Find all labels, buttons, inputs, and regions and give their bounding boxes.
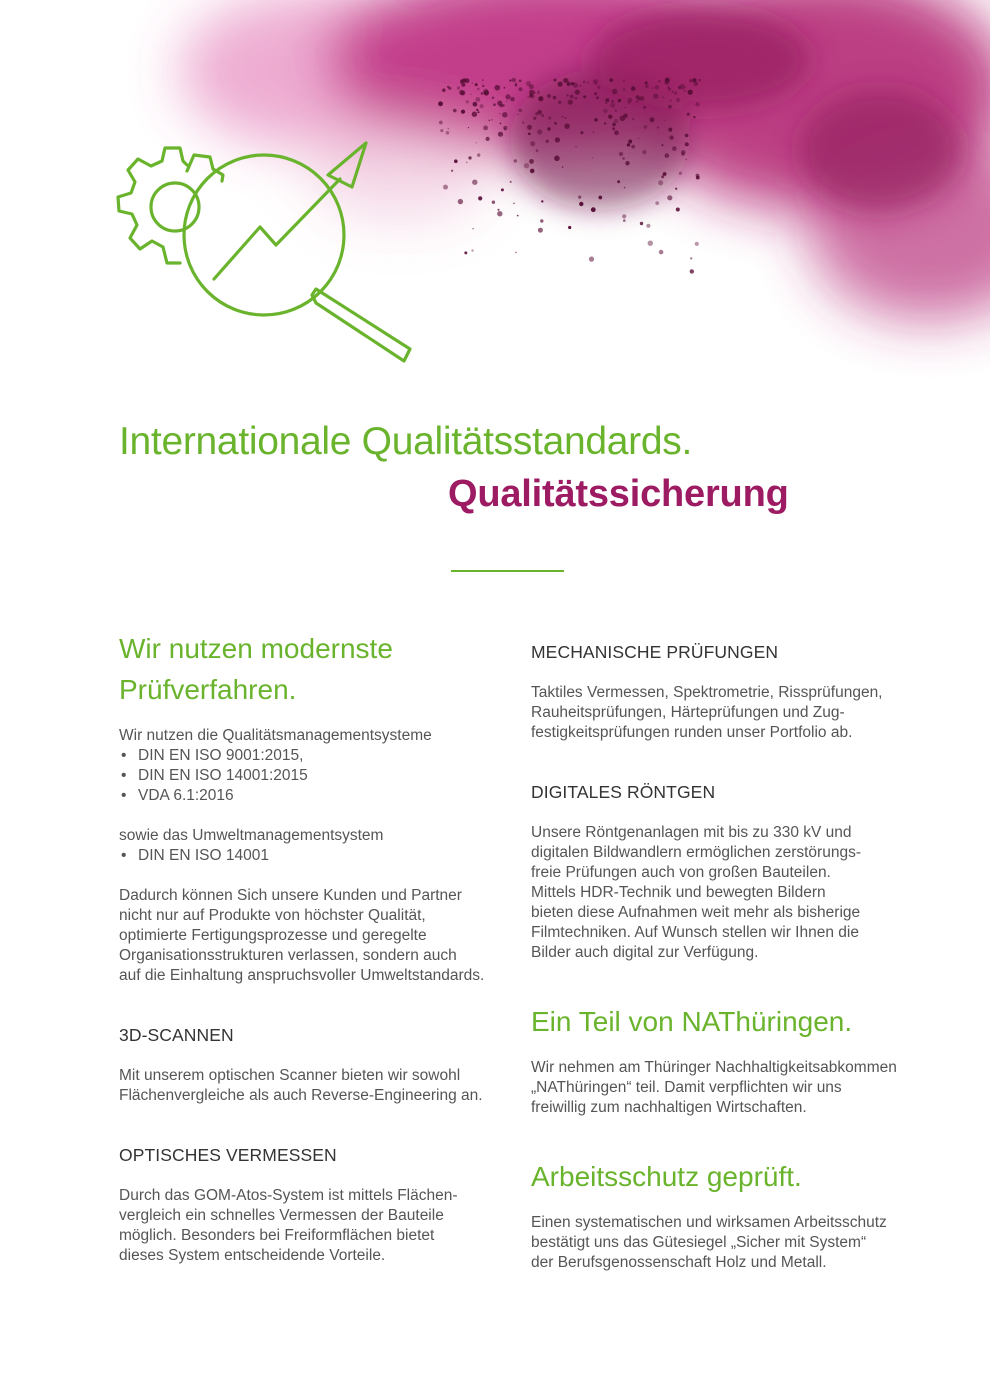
powder-speckle (658, 80, 661, 83)
powder-speckle (689, 79, 693, 83)
powder-speckle (619, 152, 623, 156)
powder-speckle (519, 87, 523, 91)
powder-speckle (575, 90, 580, 95)
powder-speckle (565, 117, 567, 119)
powder-speckle (448, 128, 449, 129)
optical-text (119, 1186, 489, 1266)
powder-speckle (662, 144, 664, 146)
powder-speckle (491, 119, 492, 120)
powder-speckle (553, 96, 557, 100)
text-line: auf die Einhaltung anspruchsvoller Umweltstandards. (119, 967, 485, 984)
powder-speckle (472, 112, 477, 117)
powder-speckle (514, 159, 517, 162)
powder-speckle (529, 159, 534, 164)
xray-text (531, 823, 911, 963)
powder-speckle (563, 78, 568, 83)
powder-speckle (486, 137, 490, 141)
powder-speckle (687, 113, 690, 116)
text-line: Bilder auch digital zur Verfügung. (531, 944, 759, 961)
powder-speckle (530, 169, 535, 174)
powder-speckle (699, 79, 701, 81)
powder-speckle (674, 92, 677, 95)
powder-speckle (502, 112, 508, 118)
powder-speckle (465, 78, 470, 83)
powder-speckle (672, 91, 674, 93)
powder-speckle (548, 116, 551, 119)
powder-speckle (658, 180, 663, 185)
powder-speckle (471, 249, 473, 251)
powder-speckle (477, 88, 480, 91)
text-line: Unsere Röntgenanlagen mit bis zu 330 kV und (531, 824, 852, 841)
powder-speckle (594, 92, 597, 95)
powder-speckle (593, 131, 595, 133)
powder-speckle (460, 79, 464, 83)
env-intro: sowie das Umweltmanagementsystem (119, 827, 384, 844)
text-line: Flächenvergleiche als auch Reverse-Engineering an. (119, 1087, 483, 1104)
powder-speckle (587, 82, 589, 84)
powder-speckle (580, 85, 582, 87)
powder-speckle (625, 107, 626, 108)
powder-speckle (529, 94, 532, 97)
powder-speckle (510, 97, 514, 101)
powder-speckle (510, 181, 512, 183)
powder-speckle (631, 86, 636, 91)
powder-speckle (632, 118, 634, 120)
page-headline: Internationale Qualitätsstandards. (119, 420, 692, 463)
powder-speckle (589, 257, 594, 262)
powder-speckle (454, 159, 458, 163)
powder-speckle (503, 126, 507, 130)
powder-speckle (440, 129, 443, 132)
powder-speckle (466, 162, 467, 163)
powder-speckle (554, 122, 557, 125)
scan-text (119, 1066, 489, 1106)
powder-speckle (478, 111, 480, 113)
gear-magnifier-growth-arrow-icon (110, 135, 420, 375)
powder-speckle (655, 85, 660, 90)
powder-speckle (495, 85, 501, 91)
powder-speckle (541, 200, 543, 202)
powder-speckle (522, 121, 524, 123)
powder-speckle (690, 257, 692, 259)
powder-speckle (473, 102, 478, 107)
powder-speckle (476, 109, 478, 111)
powder-speckle (493, 103, 496, 106)
powder-speckle (528, 133, 531, 136)
powder-speckle (670, 99, 672, 101)
powder-speckle (502, 104, 505, 107)
scan-title: 3D-SCANNEN (119, 1025, 234, 1045)
text-line: vergleich ein schnelles Vermessen der Bauteile (119, 1207, 444, 1224)
powder-speckle (482, 85, 484, 87)
powder-speckle (669, 135, 673, 139)
powder-speckle (614, 130, 619, 135)
powder-speckle (513, 203, 515, 205)
powder-speckle (458, 199, 463, 204)
powder-speckle (684, 90, 686, 92)
powder-speckle (679, 172, 682, 175)
powder-speckle (618, 99, 621, 102)
powder-speckle (570, 95, 574, 99)
powder-speckle (515, 84, 518, 87)
powder-speckle (475, 83, 478, 86)
text-line: Taktiles Vermessen, Spektrometrie, Rissprüfungen, (531, 684, 883, 701)
powder-speckle (610, 103, 615, 108)
powder-speckle (605, 102, 607, 104)
powder-speckle (517, 215, 519, 217)
powder-speckle (605, 98, 609, 102)
page-subhead: Qualitätssicherung (448, 473, 789, 515)
powder-speckle (628, 140, 632, 144)
text-line: optimierte Fertigungsprozesse und geregelte (119, 927, 427, 944)
powder-speckle (694, 81, 699, 86)
powder-speckle (484, 90, 489, 95)
mech-title: MECHANISCHE PRÜFUNGEN (531, 642, 779, 662)
powder-speckle (442, 89, 445, 92)
powder-speckle (459, 90, 464, 95)
powder-speckle (564, 124, 569, 129)
powder-speckle (623, 80, 625, 82)
powder-speckle (617, 180, 620, 183)
text-line: digitalen Bildwandlern ermöglichen zerstörungs- (531, 844, 861, 861)
powder-speckle (568, 100, 573, 105)
nat-text (531, 1058, 911, 1118)
powder-speckle (636, 100, 638, 102)
powder-speckle (554, 79, 557, 82)
powder-speckle (612, 100, 614, 102)
powder-speckle (535, 112, 538, 115)
powder-speckle (506, 101, 507, 102)
powder-speckle (546, 140, 549, 143)
powder-speckle (575, 146, 577, 148)
powder-speckle (668, 88, 671, 91)
powder-speckle (478, 196, 482, 200)
powder-speckle (537, 129, 542, 134)
left-column (119, 628, 489, 1266)
text-line: Mit unserem optischen Scanner bieten wir sowohl (119, 1067, 461, 1084)
powder-speckle (625, 161, 629, 165)
powder-speckle (675, 188, 677, 190)
powder-speckle (612, 127, 615, 130)
powder-speckle (566, 94, 568, 96)
powder-speckle (481, 92, 484, 95)
text-line: nicht nur auf Produkte von höchster Qualität, (119, 907, 426, 924)
powder-speckle (538, 228, 543, 233)
powder-speckle (580, 131, 583, 134)
powder-speckle (555, 137, 560, 142)
text-line: freiwillig zum nachhaltigen Wirtschaften. (531, 1099, 807, 1116)
powder-speckle (623, 88, 625, 90)
powder-speckle (526, 81, 531, 86)
powder-speckle (681, 150, 686, 155)
powder-speckle (538, 96, 543, 101)
powder-speckle (685, 159, 687, 161)
powder-speckle (604, 122, 606, 124)
powder-speckle (615, 110, 617, 112)
powder-speckle (439, 121, 443, 125)
powder-speckle (676, 98, 680, 102)
powder-speckle (468, 127, 469, 128)
powder-speckle (612, 123, 616, 127)
powder-speckle (690, 269, 694, 273)
powder-speckle (438, 101, 443, 106)
powder-speckle (470, 94, 471, 95)
powder-speckle (676, 208, 680, 212)
text-line: Mittels HDR-Technik und bewegten Bildern (531, 884, 826, 901)
powder-speckle (524, 163, 529, 168)
powder-speckle (648, 241, 653, 246)
powder-speckle (695, 242, 699, 246)
powder-speckle (688, 90, 693, 95)
powder-speckle (533, 91, 536, 94)
powder-speckle (492, 97, 495, 100)
list-item: • DIN EN ISO 14001 (119, 846, 489, 866)
powder-speckle (627, 143, 630, 146)
powder-speckle (498, 209, 500, 211)
powder-speckle (631, 145, 635, 149)
powder-speckle (505, 94, 510, 99)
powder-speckle (518, 114, 519, 115)
powder-speckle (668, 128, 672, 132)
powder-speckle (652, 87, 653, 88)
left-heading (119, 628, 489, 710)
powder-speckle (628, 101, 631, 104)
powder-speckle (645, 81, 648, 84)
powder-speckle (497, 101, 502, 106)
powder-speckle (638, 138, 640, 140)
powder-speckle (663, 172, 667, 176)
list-item: • DIN EN ISO 9001:2015, (119, 746, 489, 766)
powder-speckle (457, 86, 460, 89)
powder-speckle (527, 96, 529, 98)
powder-speckle (512, 78, 516, 82)
nat-heading: Ein Teil von NAThüringen. (531, 1006, 853, 1037)
powder-speckle (461, 110, 465, 114)
powder-speckle (609, 78, 613, 82)
powder-speckle (594, 118, 598, 122)
powder-speckle (501, 188, 504, 191)
powder-speckle (492, 201, 495, 204)
powder-speckle (623, 219, 626, 222)
safety-text (531, 1213, 911, 1273)
powder-speckle (622, 157, 625, 160)
powder-speckle (515, 252, 517, 254)
powder-speckle (661, 175, 664, 178)
powder-speckle (566, 82, 570, 86)
powder-speckle (598, 196, 602, 200)
powder-speckle (642, 150, 647, 155)
powder-speckle (650, 117, 655, 122)
left-heading-line1: Wir nutzen modernste (119, 633, 393, 664)
powder-speckle (547, 127, 550, 130)
powder-speckle (624, 187, 626, 189)
optical-title: OPTISCHES VERMESSEN (119, 1145, 337, 1165)
powder-speckle (561, 116, 563, 118)
powder-speckle (596, 96, 599, 99)
powder-speckle (558, 101, 561, 104)
text-line: der Berufsgenossenschaft Holz und Metall. (531, 1254, 827, 1271)
powder-speckle (653, 94, 658, 99)
powder-speckle (558, 82, 563, 87)
powder-speckle (477, 153, 480, 156)
powder-speckle (695, 102, 699, 106)
powder-speckle (663, 97, 664, 98)
powder-speckle (540, 219, 543, 222)
powder-speckle (664, 80, 669, 85)
powder-speckle (592, 157, 594, 159)
text-line: bieten diese Aufnahmen weit mehr als bisherige (531, 904, 861, 921)
powder-speckle (533, 117, 536, 120)
powder-speckle (583, 95, 586, 98)
qm-system-list (119, 746, 489, 806)
powder-speckle (597, 86, 600, 89)
powder-speckle (499, 113, 500, 114)
mech-text (531, 683, 911, 743)
powder-speckle (464, 251, 467, 254)
xray-title: DIGITALES RÖNTGEN (531, 782, 716, 802)
powder-speckle (472, 228, 473, 229)
powder-speckle (643, 106, 646, 109)
text-line: Filmtechniken. Auf Wunsch stellen wir Ihnen die (531, 924, 859, 941)
powder-speckle (664, 120, 665, 121)
powder-speckle (476, 97, 481, 102)
safety-heading: Arbeitsschutz geprüft. (531, 1161, 802, 1192)
powder-speckle (638, 98, 640, 100)
powder-speckle (547, 94, 551, 98)
divider-line (451, 570, 564, 572)
powder-speckle (659, 250, 664, 255)
text-line: Wir nehmen am Thüringer Nachhaltigkeitsabkommen (531, 1059, 897, 1076)
powder-speckle (476, 142, 477, 143)
text-line: freie Prüfungen auch von großen Bauteilen. (531, 864, 831, 881)
list-item: • VDA 6.1:2016 (119, 786, 489, 806)
powder-speckle (483, 126, 488, 131)
powder-speckle (693, 116, 695, 118)
powder-speckle (527, 125, 532, 130)
powder-speckle (536, 149, 539, 152)
text-line: dieses System entscheidende Vorteile. (119, 1247, 386, 1264)
powder-speckle (498, 132, 503, 137)
powder-speckle (575, 97, 578, 100)
powder-speckle (668, 105, 672, 109)
powder-speckle (489, 120, 491, 122)
powder-speckle (591, 207, 596, 212)
powder-speckle (497, 211, 502, 216)
powder-speckle (541, 114, 544, 117)
powder-speckle (645, 84, 649, 88)
text-line: Einen systematischen und wirksamen Arbeitsschutz (531, 1214, 887, 1231)
powder-speckle (571, 82, 574, 85)
powder-speckle (578, 196, 581, 199)
powder-speckle (453, 109, 457, 113)
powder-speckle (657, 126, 659, 128)
env-system-list (119, 846, 489, 866)
qm-paragraph (119, 886, 489, 986)
powder-speckle (603, 109, 607, 113)
powder-speckle (620, 116, 626, 122)
text-line: Durch das GOM-Atos-System ist mittels Flächen- (119, 1187, 458, 1204)
text-line: möglich. Besonders bei Freiformflächen bietet (119, 1227, 435, 1244)
powder-speckle (622, 214, 626, 218)
powder-speckle (579, 202, 583, 206)
powder-speckle (640, 222, 643, 225)
powder-speckle (530, 141, 535, 146)
powder-speckle (612, 89, 618, 95)
powder-speckle (608, 115, 612, 119)
powder-speckle (518, 109, 522, 113)
powder-speckle (593, 79, 598, 84)
powder-speckle (568, 226, 571, 229)
powder-speckle (667, 195, 672, 200)
powder-speckle (472, 180, 477, 185)
powder-speckle (472, 82, 473, 83)
powder-speckle (668, 86, 670, 88)
powder-speckle (504, 87, 506, 89)
text-line: Organisationsstrukturen verlassen, sondern auch (119, 947, 457, 964)
powder-speckle (644, 125, 648, 129)
powder-speckle (466, 100, 469, 103)
qm-intro: Wir nutzen die Qualitätsmanagementsysteme (119, 727, 432, 744)
powder-speckle (646, 224, 650, 228)
powder-speckle (680, 84, 685, 89)
powder-speckle (468, 156, 471, 159)
powder-speckle (672, 146, 677, 151)
powder-speckle (500, 123, 502, 125)
text-line: Dadurch können Sich unsere Kunden und Partner (119, 887, 462, 904)
powder-speckle (537, 92, 539, 94)
powder-speckle (519, 80, 522, 83)
powder-speckle (583, 81, 586, 84)
left-heading-line2: Prüfverfahren. (119, 674, 297, 705)
powder-speckle (554, 156, 560, 162)
powder-speckle (480, 104, 484, 108)
powder-speckle (685, 134, 689, 138)
powder-speckle (482, 79, 484, 81)
right-column (531, 641, 911, 1273)
powder-speckle (696, 176, 700, 180)
powder-speckle (451, 170, 453, 172)
text-line: bestätigt uns das Gütesiegel „Sicher mit System“ (531, 1234, 867, 1251)
powder-speckle (655, 201, 659, 205)
powder-speckle (685, 142, 689, 146)
powder-speckle (509, 79, 511, 81)
powder-speckle (562, 166, 564, 168)
powder-speckle (665, 153, 670, 158)
powder-speckle (443, 185, 448, 190)
text-line: Rauheitsprüfungen, Härteprüfungen und Zug- (531, 704, 845, 721)
powder-speckle (446, 131, 450, 135)
text-line: „NAThüringen“ teil. Damit verpflichten wir uns (531, 1079, 842, 1096)
powder-speckle (448, 87, 451, 90)
text-line: festigkeitsprüfungen runden unser Portfolio ab. (531, 724, 853, 741)
list-item: • DIN EN ISO 14001:2015 (119, 766, 489, 786)
